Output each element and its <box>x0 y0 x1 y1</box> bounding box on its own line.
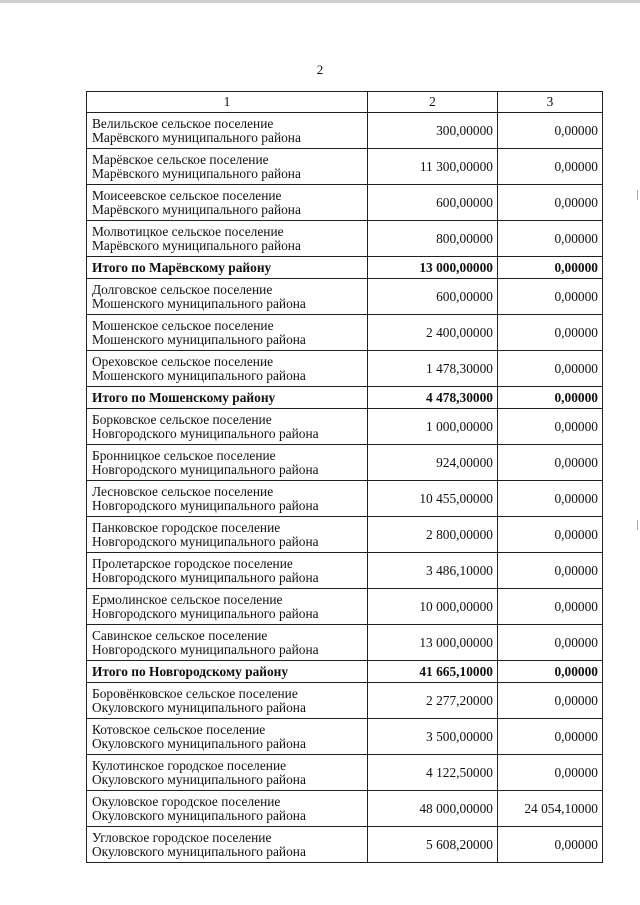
district-name: Марёвского муниципального района <box>92 165 301 181</box>
column-header-1: 1 <box>87 92 368 113</box>
amount-col2-cell: 5 608,20000 <box>368 827 498 863</box>
amount-col3-cell: 0,00000 <box>498 827 603 863</box>
settlement-name: Угловское городское поселение <box>92 829 272 845</box>
settlement-name: Ореховское сельское поселение <box>92 353 274 369</box>
settlement-name: Боровёнковское сельское поселение <box>92 685 298 701</box>
table-row <box>87 625 603 661</box>
table-row <box>87 827 603 863</box>
amount-col2-cell: 4 478,30000 <box>368 387 498 409</box>
district-name: Новгородского муниципального района <box>92 461 319 477</box>
amount-col2-cell: 2 277,20000 <box>368 683 498 719</box>
settlement-name: Долговское сельское поселение <box>92 281 273 297</box>
page-number: 2 <box>316 62 324 77</box>
settlement-name: Окуловское городское поселение <box>92 793 281 809</box>
settlement-name-cell <box>87 827 368 863</box>
table-row <box>87 517 603 553</box>
table-row <box>87 279 603 315</box>
total-row <box>87 387 603 409</box>
amount-col3-cell: 0,00000 <box>498 553 603 589</box>
settlement-name-cell <box>87 719 368 755</box>
table-row <box>87 185 603 221</box>
settlement-name-cell <box>87 315 368 351</box>
settlement-name-cell <box>87 683 368 719</box>
district-name: Мошенского муниципального района <box>92 331 306 347</box>
settlement-name-cell <box>87 445 368 481</box>
settlement-name: Велильское сельское поселение <box>92 115 274 131</box>
scan-margin-mark <box>637 190 638 200</box>
settlement-name: Кулотинское городское поселение <box>92 757 287 773</box>
amount-col2-cell: 600,00000 <box>368 279 498 315</box>
district-name: Новгородского муниципального района <box>92 641 319 657</box>
settlement-name: Савинское сельское поселение <box>92 627 268 643</box>
settlement-name: Бронницкое сельское поселение <box>92 447 276 463</box>
total-label: Итого по Новгородскому району <box>92 663 289 679</box>
district-name: Новгородского муниципального района <box>92 497 319 513</box>
district-name: Окуловского муниципального района <box>92 807 306 823</box>
table-body <box>87 113 603 863</box>
district-name: Окуловского муниципального района <box>92 771 306 787</box>
district-name: Новгородского муниципального района <box>92 605 319 621</box>
amount-col2-cell: 11 300,00000 <box>368 149 498 185</box>
settlement-name-cell <box>87 351 368 387</box>
amount-col3-cell: 0,00000 <box>498 279 603 315</box>
settlement-name-cell <box>87 185 368 221</box>
table-row <box>87 589 603 625</box>
amount-col3-cell: 0,00000 <box>498 351 603 387</box>
table-row <box>87 113 603 149</box>
table-row <box>87 481 603 517</box>
district-name: Новгородского муниципального района <box>92 533 319 549</box>
table-row <box>87 445 603 481</box>
amount-col3-cell: 0,00000 <box>498 661 603 683</box>
settlement-name-cell <box>87 661 368 683</box>
amount-col2-cell: 3 486,10000 <box>368 553 498 589</box>
amount-col2-cell: 2 800,00000 <box>368 517 498 553</box>
district-name: Марёвского муниципального района <box>92 237 301 253</box>
amount-col2-cell: 10 000,00000 <box>368 589 498 625</box>
settlement-name: Котовское сельское поселение <box>92 721 266 737</box>
amount-col2-cell: 2 400,00000 <box>368 315 498 351</box>
amount-col3-cell: 0,00000 <box>498 719 603 755</box>
settlement-name: Марёвское сельское поселение <box>92 151 269 167</box>
amount-col3-cell: 0,00000 <box>498 683 603 719</box>
district-name: Марёвского муниципального района <box>92 129 301 145</box>
settlement-name: Молвотицкое сельское поселение <box>92 223 284 239</box>
header-row <box>87 92 603 113</box>
table-row <box>87 409 603 445</box>
amount-col3-cell: 0,00000 <box>498 755 603 791</box>
total-row <box>87 257 603 279</box>
amount-col3-cell: 0,00000 <box>498 257 603 279</box>
settlement-name-cell <box>87 589 368 625</box>
settlement-name: Мошенское сельское поселение <box>92 317 274 333</box>
amount-col3-cell: 0,00000 <box>498 445 603 481</box>
amount-col3-cell: 0,00000 <box>498 517 603 553</box>
amount-col3-cell: 0,00000 <box>498 387 603 409</box>
total-label: Итого по Мошенскому району <box>92 389 276 405</box>
amount-col2-cell: 10 455,00000 <box>368 481 498 517</box>
total-label: Итого по Марёвскому району <box>92 259 272 275</box>
amount-col3-cell: 24 054,10000 <box>498 791 603 827</box>
allocation-table <box>86 91 603 863</box>
settlement-name-cell <box>87 409 368 445</box>
amount-col3-cell: 0,00000 <box>498 149 603 185</box>
district-name: Мошенского муниципального района <box>92 295 306 311</box>
settlement-name: Панковское городское поселение <box>92 519 281 535</box>
settlement-name: Моисеевское сельское поселение <box>92 187 282 203</box>
amount-col2-cell: 3 500,00000 <box>368 719 498 755</box>
settlement-name-cell <box>87 279 368 315</box>
settlement-name: Ермолинское сельское поселение <box>92 591 283 607</box>
amount-col2-cell: 300,00000 <box>368 113 498 149</box>
amount-col2-cell: 4 122,50000 <box>368 755 498 791</box>
settlement-name-cell <box>87 517 368 553</box>
table-row <box>87 755 603 791</box>
table-row <box>87 351 603 387</box>
amount-col2-cell: 13 000,00000 <box>368 257 498 279</box>
settlement-name-cell <box>87 791 368 827</box>
settlement-name-cell <box>87 387 368 409</box>
amount-col2-cell: 48 000,00000 <box>368 791 498 827</box>
district-name: Окуловского муниципального района <box>92 699 306 715</box>
amount-col3-cell: 0,00000 <box>498 481 603 517</box>
settlement-name-cell <box>87 257 368 279</box>
scan-margin-mark <box>637 520 638 530</box>
district-name: Новгородского муниципального района <box>92 425 319 441</box>
district-name: Марёвского муниципального района <box>92 201 301 217</box>
amount-col2-cell: 800,00000 <box>368 221 498 257</box>
amount-col3-cell: 0,00000 <box>498 625 603 661</box>
amount-col3-cell: 0,00000 <box>498 221 603 257</box>
settlement-name: Борковское сельское поселение <box>92 411 272 427</box>
amount-col2-cell: 600,00000 <box>368 185 498 221</box>
amount-col2-cell: 1 478,30000 <box>368 351 498 387</box>
amount-col2-cell: 1 000,00000 <box>368 409 498 445</box>
amount-col3-cell: 0,00000 <box>498 589 603 625</box>
settlement-name-cell <box>87 481 368 517</box>
table-row <box>87 149 603 185</box>
settlement-name-cell <box>87 553 368 589</box>
settlement-name-cell <box>87 149 368 185</box>
district-name: Окуловского муниципального района <box>92 735 306 751</box>
settlement-name-cell <box>87 113 368 149</box>
settlement-name-cell <box>87 755 368 791</box>
amount-col2-cell: 41 665,10000 <box>368 661 498 683</box>
table-row <box>87 315 603 351</box>
district-name: Новгородского муниципального района <box>92 569 319 585</box>
settlement-name: Пролетарское городское поселение <box>92 555 293 571</box>
total-row <box>87 661 603 683</box>
amount-col3-cell: 0,00000 <box>498 409 603 445</box>
column-header-2: 2 <box>368 92 498 113</box>
amount-col3-cell: 0,00000 <box>498 185 603 221</box>
scan-edge-line <box>0 0 640 3</box>
amount-col3-cell: 0,00000 <box>498 315 603 351</box>
table-row <box>87 553 603 589</box>
amount-col3-cell: 0,00000 <box>498 113 603 149</box>
column-header-3: 3 <box>498 92 603 113</box>
settlement-name-cell <box>87 221 368 257</box>
settlement-name-cell <box>87 625 368 661</box>
amount-col2-cell: 13 000,00000 <box>368 625 498 661</box>
amount-col2-cell: 924,00000 <box>368 445 498 481</box>
settlement-name: Лесновское сельское поселение <box>92 483 274 499</box>
district-name: Окуловского муниципального района <box>92 843 306 859</box>
table-row <box>87 719 603 755</box>
table-row <box>87 683 603 719</box>
district-name: Мошенского муниципального района <box>92 367 306 383</box>
table-row <box>87 791 603 827</box>
table-row <box>87 221 603 257</box>
